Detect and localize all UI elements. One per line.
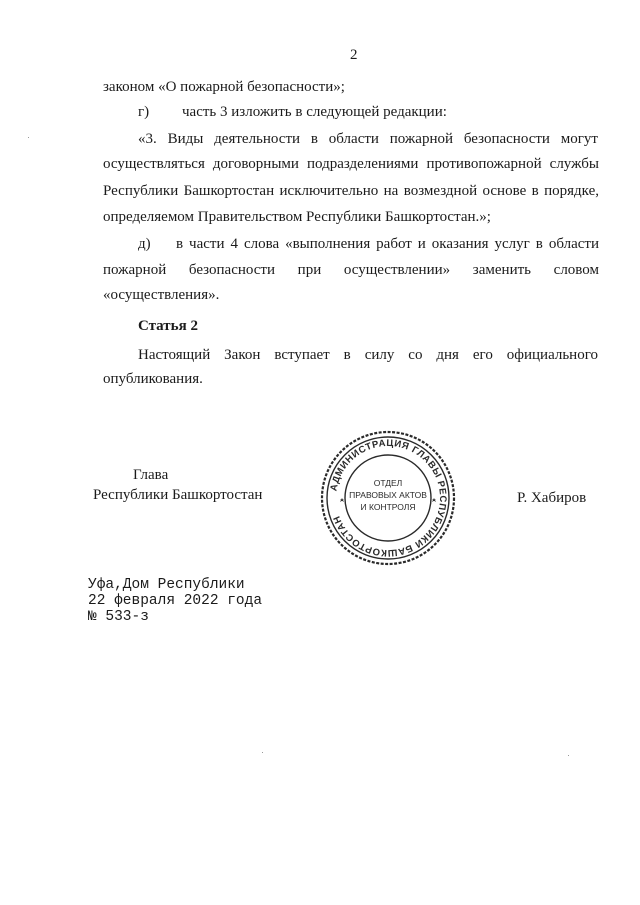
article-line-2: опубликования. — [103, 371, 203, 387]
footer-number: № 533-з — [88, 609, 149, 625]
scan-speck — [262, 752, 263, 753]
quote-line-4: определяемом Правительством Республики Башкортостан.»; — [103, 209, 491, 225]
item-d-line-3: «осуществления». — [103, 287, 220, 303]
quote-line-3: Республики Башкортостан исключительно на возмездной основе в порядке, — [103, 183, 599, 199]
article-line-1: Настоящий Закон вступает в силу со дня его официального — [138, 347, 598, 363]
footer-date: 22 февраля 2022 года — [88, 593, 263, 609]
item-d-line-1: в части 4 слова «выполнения работ и оказания услуг в области — [176, 236, 599, 252]
item-d-line-2: пожарной безопасности при осуществлении» заменить словом — [103, 262, 599, 278]
seal-center-2: ПРАВОВЫХ АКТОВ — [349, 490, 427, 500]
seal-ring-text: АДМИНИСТРАЦИЯ ГЛАВЫ РЕСПУБЛИКИ БАШКОРТОСТАН — [328, 437, 449, 559]
quote-line-2: осуществляться договорными подразделениями противопожарной службы — [103, 156, 599, 172]
quote-line-1: «3. Виды деятельности в области пожарной безопасности могут — [138, 131, 598, 147]
signature-title-2: Республики Башкортостан — [93, 487, 263, 503]
page-number: 2 — [350, 47, 358, 63]
item-d-marker: д) — [138, 236, 151, 252]
item-g-text: часть 3 изложить в следующей редакции: — [182, 104, 447, 120]
scan-speck — [28, 137, 29, 138]
seal-center-3: И КОНТРОЛЯ — [360, 502, 416, 512]
article-heading: Статья 2 — [138, 318, 198, 334]
scan-speck — [568, 755, 569, 756]
official-seal — [318, 428, 458, 568]
footer-place: Уфа,Дом Республики — [88, 577, 245, 593]
signature-name: Р. Хабиров — [517, 490, 587, 506]
seal-center-1: ОТДЕЛ — [373, 478, 403, 488]
item-g-marker: г) — [138, 104, 150, 120]
signature-title-1: Глава — [133, 467, 169, 483]
body-line-1: законом «О пожарной безопасности»; — [103, 79, 345, 95]
